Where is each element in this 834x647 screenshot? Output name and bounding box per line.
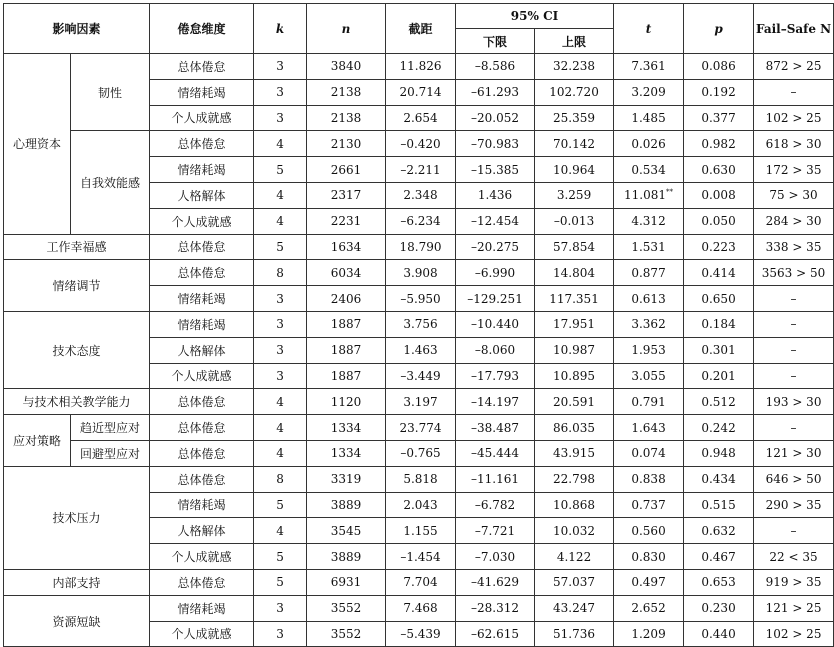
cell-ci-upper: 10.964 bbox=[535, 157, 614, 183]
cell-k: 4 bbox=[254, 415, 307, 441]
cell-k: 8 bbox=[254, 466, 307, 492]
cell-ci-lower: –8.060 bbox=[456, 337, 535, 363]
cell-failsafe-n: 22 < 35 bbox=[754, 544, 834, 570]
cell-n: 1120 bbox=[307, 389, 386, 415]
subgroup-approach-coping: 趋近型应对 bbox=[71, 415, 150, 441]
cell-ci-upper: 20.591 bbox=[535, 389, 614, 415]
cell-t bbox=[614, 311, 684, 337]
t-value: 0.838 bbox=[631, 472, 666, 487]
cell-ci-lower: –61.293 bbox=[456, 79, 535, 105]
cell-ci-upper: 10.895 bbox=[535, 363, 614, 389]
header-n: n bbox=[307, 4, 386, 54]
group-emotion-regulation: 情绪调节 bbox=[4, 260, 150, 312]
cell-p: 0.982 bbox=[684, 131, 754, 157]
t-value: 0.534 bbox=[631, 162, 666, 177]
cell-intercept: 7.468 bbox=[386, 595, 456, 621]
subgroup-avoid-coping: 回避型应对 bbox=[71, 440, 150, 466]
cell-ci-upper: 57.037 bbox=[535, 569, 614, 595]
cell-ci-lower: –129.251 bbox=[456, 286, 535, 312]
cell-n: 3889 bbox=[307, 544, 386, 570]
cell-dimension: 总体倦怠 bbox=[150, 415, 254, 441]
cell-ci-lower: –62.615 bbox=[456, 621, 535, 647]
cell-intercept: –0.420 bbox=[386, 131, 456, 157]
t-value: 1.531 bbox=[631, 239, 666, 254]
cell-dimension: 总体倦怠 bbox=[150, 440, 254, 466]
cell-t bbox=[614, 466, 684, 492]
cell-failsafe-n: 618 > 30 bbox=[754, 131, 834, 157]
cell-p: 0.515 bbox=[684, 492, 754, 518]
cell-failsafe-n: – bbox=[754, 518, 834, 544]
cell-p: 0.223 bbox=[684, 234, 754, 260]
cell-p: 0.630 bbox=[684, 157, 754, 183]
cell-n: 1887 bbox=[307, 337, 386, 363]
cell-ci-lower: –12.454 bbox=[456, 208, 535, 234]
cell-t bbox=[614, 595, 684, 621]
cell-ci-upper: –0.013 bbox=[535, 208, 614, 234]
group-psych-capital: 心理资本 bbox=[4, 54, 71, 235]
group-tech-stress: 技术压力 bbox=[4, 466, 150, 569]
cell-ci-upper: 57.854 bbox=[535, 234, 614, 260]
cell-t bbox=[614, 544, 684, 570]
cell-ci-upper: 10.032 bbox=[535, 518, 614, 544]
cell-k: 3 bbox=[254, 621, 307, 647]
cell-intercept: –0.765 bbox=[386, 440, 456, 466]
header-k: k bbox=[254, 4, 307, 54]
subgroup-resilience: 韧性 bbox=[71, 54, 150, 131]
cell-k: 3 bbox=[254, 286, 307, 312]
cell-ci-lower: –14.197 bbox=[456, 389, 535, 415]
cell-failsafe-n: – bbox=[754, 286, 834, 312]
cell-ci-lower: –7.721 bbox=[456, 518, 535, 544]
cell-p: 0.632 bbox=[684, 518, 754, 544]
cell-dimension: 个人成就感 bbox=[150, 544, 254, 570]
cell-k: 4 bbox=[254, 208, 307, 234]
header-ci: 95% CI bbox=[456, 4, 614, 29]
table-row bbox=[4, 54, 834, 80]
cell-k: 3 bbox=[254, 311, 307, 337]
cell-ci-upper: 25.359 bbox=[535, 105, 614, 131]
cell-p: 0.440 bbox=[684, 621, 754, 647]
cell-failsafe-n: 338 > 35 bbox=[754, 234, 834, 260]
t-value: 0.830 bbox=[631, 549, 666, 564]
cell-k: 4 bbox=[254, 131, 307, 157]
cell-failsafe-n: 193 > 30 bbox=[754, 389, 834, 415]
cell-ci-upper: 51.736 bbox=[535, 621, 614, 647]
cell-n: 3889 bbox=[307, 492, 386, 518]
cell-ci-upper: 14.804 bbox=[535, 260, 614, 286]
cell-k: 3 bbox=[254, 54, 307, 80]
cell-p: 0.192 bbox=[684, 79, 754, 105]
t-value: 0.877 bbox=[631, 265, 666, 280]
cell-dimension: 人格解体 bbox=[150, 182, 254, 208]
cell-failsafe-n: – bbox=[754, 415, 834, 441]
cell-k: 3 bbox=[254, 363, 307, 389]
cell-t bbox=[614, 337, 684, 363]
cell-ci-lower: –10.440 bbox=[456, 311, 535, 337]
cell-failsafe-n: 102 > 25 bbox=[754, 621, 834, 647]
t-value: 7.361 bbox=[631, 59, 666, 74]
t-value: 3.055 bbox=[631, 368, 666, 383]
cell-t bbox=[614, 182, 684, 208]
cell-p: 0.414 bbox=[684, 260, 754, 286]
cell-p: 0.008 bbox=[684, 182, 754, 208]
cell-intercept: –5.950 bbox=[386, 286, 456, 312]
cell-ci-upper: 22.798 bbox=[535, 466, 614, 492]
cell-n: 6931 bbox=[307, 569, 386, 595]
cell-t bbox=[614, 415, 684, 441]
header-row bbox=[4, 4, 834, 29]
meta-analysis-table bbox=[3, 3, 834, 647]
cell-ci-lower: –6.990 bbox=[456, 260, 535, 286]
subgroup-self-efficacy: 自我效能感 bbox=[71, 131, 150, 234]
cell-ci-lower: 1.436 bbox=[456, 182, 535, 208]
t-value: 0.074 bbox=[631, 446, 666, 461]
cell-t bbox=[614, 492, 684, 518]
cell-p: 0.050 bbox=[684, 208, 754, 234]
cell-t bbox=[614, 157, 684, 183]
cell-ci-upper: 17.951 bbox=[535, 311, 614, 337]
cell-dimension: 情绪耗竭 bbox=[150, 286, 254, 312]
table-body bbox=[4, 54, 834, 647]
cell-n: 1887 bbox=[307, 363, 386, 389]
cell-intercept: –1.454 bbox=[386, 544, 456, 570]
cell-p: 0.230 bbox=[684, 595, 754, 621]
cell-ci-upper: 43.915 bbox=[535, 440, 614, 466]
cell-ci-upper: 86.035 bbox=[535, 415, 614, 441]
cell-ci-lower: –17.793 bbox=[456, 363, 535, 389]
cell-k: 5 bbox=[254, 544, 307, 570]
cell-failsafe-n: 646 > 50 bbox=[754, 466, 834, 492]
cell-k: 5 bbox=[254, 157, 307, 183]
header-t: t bbox=[614, 4, 684, 54]
cell-ci-upper: 117.351 bbox=[535, 286, 614, 312]
cell-ci-upper: 32.238 bbox=[535, 54, 614, 80]
cell-dimension: 人格解体 bbox=[150, 337, 254, 363]
t-value: 1.643 bbox=[631, 420, 666, 435]
cell-t bbox=[614, 621, 684, 647]
cell-intercept: 20.714 bbox=[386, 79, 456, 105]
cell-failsafe-n: – bbox=[754, 79, 834, 105]
cell-intercept: 1.155 bbox=[386, 518, 456, 544]
header-failsafe: Fail–Safe N bbox=[754, 4, 834, 54]
cell-k: 4 bbox=[254, 440, 307, 466]
cell-ci-upper: 70.142 bbox=[535, 131, 614, 157]
cell-dimension: 总体倦怠 bbox=[150, 131, 254, 157]
table-row bbox=[4, 389, 834, 415]
cell-k: 8 bbox=[254, 260, 307, 286]
cell-n: 3840 bbox=[307, 54, 386, 80]
cell-n: 2138 bbox=[307, 105, 386, 131]
cell-failsafe-n: 75 > 30 bbox=[754, 182, 834, 208]
cell-dimension: 总体倦怠 bbox=[150, 466, 254, 492]
cell-failsafe-n: 919 > 35 bbox=[754, 569, 834, 595]
cell-intercept: –6.234 bbox=[386, 208, 456, 234]
cell-failsafe-n: 3563 > 50 bbox=[754, 260, 834, 286]
group-internal-support: 内部支持 bbox=[4, 569, 150, 595]
cell-dimension: 总体倦怠 bbox=[150, 389, 254, 415]
table-row bbox=[4, 311, 834, 337]
cell-ci-lower: –7.030 bbox=[456, 544, 535, 570]
header-intercept: 截距 bbox=[386, 4, 456, 54]
cell-ci-lower: –28.312 bbox=[456, 595, 535, 621]
cell-p: 0.086 bbox=[684, 54, 754, 80]
cell-dimension: 个人成就感 bbox=[150, 363, 254, 389]
header-p: p bbox=[684, 4, 754, 54]
cell-p: 0.242 bbox=[684, 415, 754, 441]
group-tech-attitude: 技术态度 bbox=[4, 311, 150, 388]
cell-intercept: –3.449 bbox=[386, 363, 456, 389]
cell-n: 2317 bbox=[307, 182, 386, 208]
cell-ci-lower: –41.629 bbox=[456, 569, 535, 595]
cell-intercept: –2.211 bbox=[386, 157, 456, 183]
cell-dimension: 个人成就感 bbox=[150, 621, 254, 647]
cell-dimension: 情绪耗竭 bbox=[150, 595, 254, 621]
cell-t bbox=[614, 131, 684, 157]
cell-t bbox=[614, 79, 684, 105]
t-value: 1.953 bbox=[631, 343, 666, 358]
cell-ci-upper: 102.720 bbox=[535, 79, 614, 105]
t-value: 2.652 bbox=[631, 601, 666, 616]
table-row bbox=[4, 131, 834, 157]
cell-k: 5 bbox=[254, 569, 307, 595]
cell-k: 4 bbox=[254, 389, 307, 415]
table-row bbox=[4, 595, 834, 621]
cell-intercept: 5.818 bbox=[386, 466, 456, 492]
cell-intercept: 11.826 bbox=[386, 54, 456, 80]
group-work-happiness: 工作幸福感 bbox=[4, 234, 150, 260]
cell-n: 2130 bbox=[307, 131, 386, 157]
t-value: 1.485 bbox=[631, 110, 666, 125]
cell-ci-upper: 10.987 bbox=[535, 337, 614, 363]
t-value: 3.209 bbox=[631, 85, 666, 100]
t-value: 0.026 bbox=[631, 136, 666, 151]
cell-p: 0.467 bbox=[684, 544, 754, 570]
cell-n: 6034 bbox=[307, 260, 386, 286]
cell-dimension: 情绪耗竭 bbox=[150, 79, 254, 105]
cell-intercept: –5.439 bbox=[386, 621, 456, 647]
cell-failsafe-n: 121 > 25 bbox=[754, 595, 834, 621]
cell-failsafe-n: 290 > 35 bbox=[754, 492, 834, 518]
cell-p: 0.301 bbox=[684, 337, 754, 363]
table-row bbox=[4, 415, 834, 441]
cell-k: 3 bbox=[254, 337, 307, 363]
table-row bbox=[4, 440, 834, 466]
cell-dimension: 情绪耗竭 bbox=[150, 311, 254, 337]
cell-k: 5 bbox=[254, 234, 307, 260]
cell-ci-upper: 43.247 bbox=[535, 595, 614, 621]
cell-t bbox=[614, 260, 684, 286]
cell-p: 0.184 bbox=[684, 311, 754, 337]
t-value: 0.560 bbox=[631, 523, 666, 538]
cell-failsafe-n: 872 > 25 bbox=[754, 54, 834, 80]
cell-dimension: 个人成就感 bbox=[150, 208, 254, 234]
cell-t bbox=[614, 208, 684, 234]
cell-n: 1634 bbox=[307, 234, 386, 260]
cell-dimension: 人格解体 bbox=[150, 518, 254, 544]
cell-t bbox=[614, 518, 684, 544]
cell-dimension: 情绪耗竭 bbox=[150, 492, 254, 518]
cell-n: 3319 bbox=[307, 466, 386, 492]
cell-p: 0.377 bbox=[684, 105, 754, 131]
cell-failsafe-n: 121 > 30 bbox=[754, 440, 834, 466]
table-row bbox=[4, 569, 834, 595]
header-ci-lower: 下限 bbox=[456, 29, 535, 54]
cell-t bbox=[614, 569, 684, 595]
cell-ci-upper: 10.868 bbox=[535, 492, 614, 518]
group-tech-teaching-ability: 与技术相关教学能力 bbox=[4, 389, 150, 415]
cell-dimension: 总体倦怠 bbox=[150, 234, 254, 260]
cell-intercept: 23.774 bbox=[386, 415, 456, 441]
t-value: 11.081 bbox=[624, 188, 667, 203]
cell-n: 1334 bbox=[307, 415, 386, 441]
cell-t bbox=[614, 105, 684, 131]
cell-intercept: 2.348 bbox=[386, 182, 456, 208]
cell-n: 3552 bbox=[307, 621, 386, 647]
cell-ci-upper: 4.122 bbox=[535, 544, 614, 570]
t-value: 1.209 bbox=[631, 626, 666, 641]
cell-failsafe-n: – bbox=[754, 337, 834, 363]
cell-intercept: 18.790 bbox=[386, 234, 456, 260]
header-factor: 影响因素 bbox=[4, 4, 150, 54]
cell-p: 0.653 bbox=[684, 569, 754, 595]
cell-t bbox=[614, 234, 684, 260]
cell-ci-lower: –15.385 bbox=[456, 157, 535, 183]
table-row bbox=[4, 466, 834, 492]
cell-dimension: 情绪耗竭 bbox=[150, 157, 254, 183]
cell-failsafe-n: 172 > 35 bbox=[754, 157, 834, 183]
cell-n: 2661 bbox=[307, 157, 386, 183]
cell-p: 0.201 bbox=[684, 363, 754, 389]
cell-p: 0.650 bbox=[684, 286, 754, 312]
t-value: 0.497 bbox=[631, 575, 666, 590]
cell-failsafe-n: – bbox=[754, 311, 834, 337]
cell-ci-lower: –6.782 bbox=[456, 492, 535, 518]
group-coping: 应对策略 bbox=[4, 415, 71, 467]
t-value: 3.362 bbox=[631, 317, 666, 332]
cell-ci-lower: –70.983 bbox=[456, 131, 535, 157]
cell-n: 1887 bbox=[307, 311, 386, 337]
cell-k: 5 bbox=[254, 492, 307, 518]
t-value: 0.613 bbox=[631, 291, 666, 306]
cell-k: 4 bbox=[254, 518, 307, 544]
cell-intercept: 2.654 bbox=[386, 105, 456, 131]
table-row bbox=[4, 260, 834, 286]
cell-dimension: 总体倦怠 bbox=[150, 54, 254, 80]
t-value: 0.737 bbox=[631, 497, 666, 512]
cell-k: 4 bbox=[254, 182, 307, 208]
cell-t bbox=[614, 286, 684, 312]
cell-p: 0.512 bbox=[684, 389, 754, 415]
cell-intercept: 2.043 bbox=[386, 492, 456, 518]
cell-failsafe-n: 284 > 30 bbox=[754, 208, 834, 234]
cell-ci-lower: –8.586 bbox=[456, 54, 535, 80]
cell-k: 3 bbox=[254, 595, 307, 621]
group-resource-shortage: 资源短缺 bbox=[4, 595, 150, 647]
cell-p: 0.434 bbox=[684, 466, 754, 492]
cell-intercept: 7.704 bbox=[386, 569, 456, 595]
header-ci-upper: 上限 bbox=[535, 29, 614, 54]
t-value: 0.791 bbox=[631, 394, 666, 409]
cell-n: 2138 bbox=[307, 79, 386, 105]
significance-marker: ** bbox=[666, 188, 674, 197]
cell-k: 3 bbox=[254, 79, 307, 105]
cell-t bbox=[614, 440, 684, 466]
cell-t bbox=[614, 54, 684, 80]
cell-n: 3545 bbox=[307, 518, 386, 544]
cell-n: 3552 bbox=[307, 595, 386, 621]
cell-t bbox=[614, 363, 684, 389]
cell-dimension: 总体倦怠 bbox=[150, 260, 254, 286]
cell-dimension: 总体倦怠 bbox=[150, 569, 254, 595]
t-value: 4.312 bbox=[631, 214, 666, 229]
cell-ci-lower: –38.487 bbox=[456, 415, 535, 441]
cell-n: 2231 bbox=[307, 208, 386, 234]
cell-n: 2406 bbox=[307, 286, 386, 312]
cell-n: 1334 bbox=[307, 440, 386, 466]
cell-intercept: 1.463 bbox=[386, 337, 456, 363]
cell-dimension: 个人成就感 bbox=[150, 105, 254, 131]
cell-intercept: 3.908 bbox=[386, 260, 456, 286]
cell-ci-upper: 3.259 bbox=[535, 182, 614, 208]
cell-failsafe-n: – bbox=[754, 363, 834, 389]
cell-k: 3 bbox=[254, 105, 307, 131]
cell-ci-lower: –20.275 bbox=[456, 234, 535, 260]
cell-intercept: 3.197 bbox=[386, 389, 456, 415]
cell-intercept: 3.756 bbox=[386, 311, 456, 337]
cell-ci-lower: –20.052 bbox=[456, 105, 535, 131]
cell-ci-lower: –11.161 bbox=[456, 466, 535, 492]
cell-t bbox=[614, 389, 684, 415]
cell-failsafe-n: 102 > 25 bbox=[754, 105, 834, 131]
table-row bbox=[4, 234, 834, 260]
cell-p: 0.948 bbox=[684, 440, 754, 466]
cell-ci-lower: –45.444 bbox=[456, 440, 535, 466]
header-dimension: 倦怠维度 bbox=[150, 4, 254, 54]
